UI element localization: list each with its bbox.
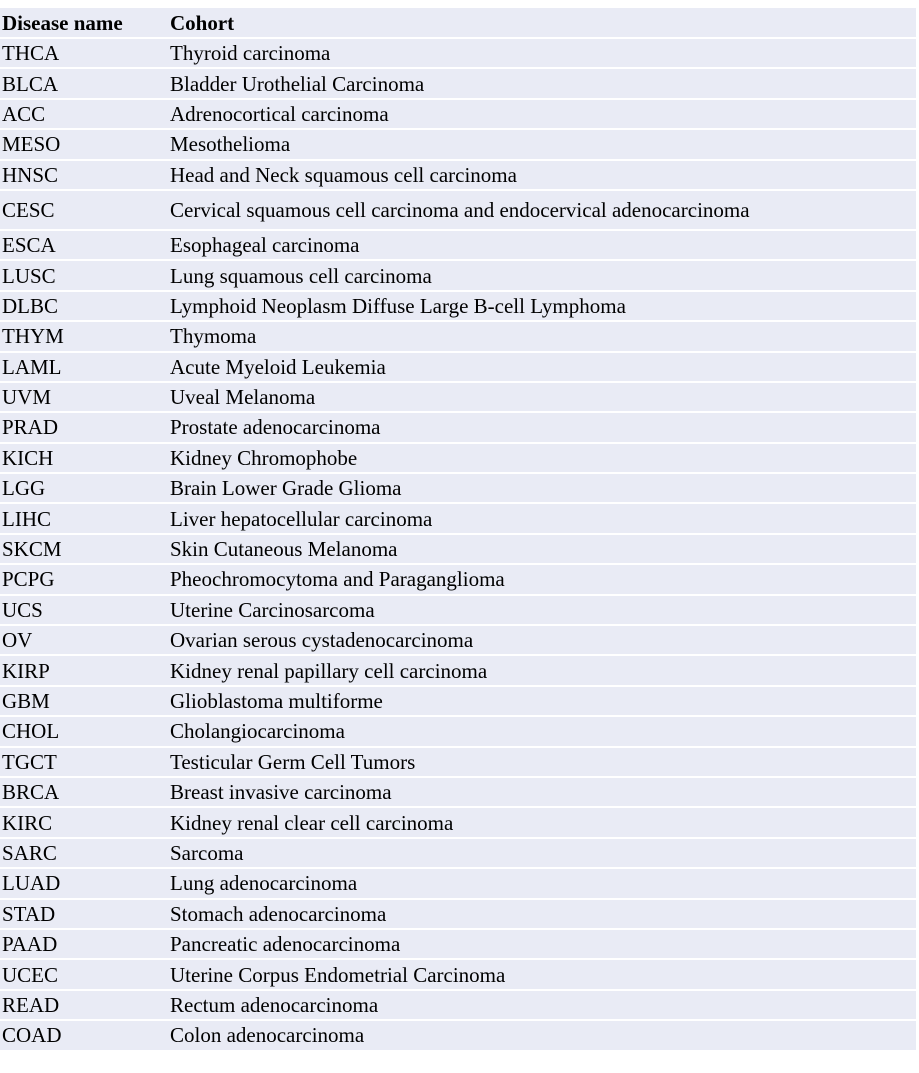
disease-code-cell: THYM [0, 322, 168, 352]
cohort-cell: Rectum adenocarcinoma [168, 991, 916, 1021]
cohort-cell: Testicular Germ Cell Tumors [168, 748, 916, 778]
disease-code-cell: ACC [0, 100, 168, 130]
cohort-cell: Uterine Carcinosarcoma [168, 596, 916, 626]
table-row [0, 991, 916, 1021]
cohort-cell: Mesothelioma [168, 130, 916, 160]
table-row [0, 130, 916, 160]
cohort-cell: Ovarian serous cystadenocarcinoma [168, 626, 916, 656]
table-row [0, 656, 916, 686]
cohort-cell: Breast invasive carcinoma [168, 778, 916, 808]
table-row [0, 261, 916, 291]
table-row [0, 687, 916, 717]
cohort-cell: Lymphoid Neoplasm Diffuse Large B-cell Lymphoma [168, 292, 916, 322]
cohort-cell: Pheochromocytoma and Paraganglioma [168, 565, 916, 595]
table-row [0, 504, 916, 534]
table-row [0, 839, 916, 869]
cohort-cell: Liver hepatocellular carcinoma [168, 504, 916, 534]
disease-code-cell: MESO [0, 130, 168, 160]
header-cohort: Cohort [168, 8, 916, 39]
cohort-cell: Esophageal carcinoma [168, 231, 916, 261]
disease-code-cell: HNSC [0, 161, 168, 191]
cohort-cell: Sarcoma [168, 839, 916, 869]
table-row [0, 960, 916, 990]
table-row [0, 39, 916, 69]
disease-code-cell: DLBC [0, 292, 168, 322]
cohort-cell: Prostate adenocarcinoma [168, 413, 916, 443]
disease-table-container [0, 8, 916, 1052]
table-row [0, 383, 916, 413]
cohort-cell: Stomach adenocarcinoma [168, 900, 916, 930]
table-row [0, 1021, 916, 1051]
table-row [0, 69, 916, 99]
disease-code-cell: LAML [0, 353, 168, 383]
disease-code-cell: STAD [0, 900, 168, 930]
disease-code-cell: LGG [0, 474, 168, 504]
cohort-cell: Acute Myeloid Leukemia [168, 353, 916, 383]
disease-code-cell: ESCA [0, 231, 168, 261]
table-row [0, 413, 916, 443]
disease-code-cell: KIRC [0, 808, 168, 838]
table-row [0, 869, 916, 899]
table-row [0, 535, 916, 565]
disease-code-cell: SARC [0, 839, 168, 869]
cohort-cell: Cholangiocarcinoma [168, 717, 916, 747]
table-row [0, 626, 916, 656]
disease-code-cell: PCPG [0, 565, 168, 595]
table-row [0, 353, 916, 383]
disease-code-cell: PRAD [0, 413, 168, 443]
cohort-cell: Uterine Corpus Endometrial Carcinoma [168, 960, 916, 990]
table-row [0, 100, 916, 130]
disease-code-cell: GBM [0, 687, 168, 717]
table-row [0, 900, 916, 930]
disease-code-cell: CESC [0, 191, 168, 231]
disease-code-cell: READ [0, 991, 168, 1021]
table-row [0, 322, 916, 352]
cohort-cell: Uveal Melanoma [168, 383, 916, 413]
disease-code-cell: LUAD [0, 869, 168, 899]
cohort-cell: Lung adenocarcinoma [168, 869, 916, 899]
cohort-cell: Thymoma [168, 322, 916, 352]
cohort-cell: Adrenocortical carcinoma [168, 100, 916, 130]
table-row [0, 930, 916, 960]
disease-code-cell: BRCA [0, 778, 168, 808]
cohort-cell: Kidney Chromophobe [168, 444, 916, 474]
table-row [0, 161, 916, 191]
disease-code-cell: THCA [0, 39, 168, 69]
cohort-cell: Brain Lower Grade Glioma [168, 474, 916, 504]
table-row [0, 292, 916, 322]
table-header-row [0, 8, 916, 39]
disease-code-cell: LUSC [0, 261, 168, 291]
cohort-cell: Bladder Urothelial Carcinoma [168, 69, 916, 99]
header-disease-name: Disease name [0, 8, 168, 39]
disease-code-cell: PAAD [0, 930, 168, 960]
table-row [0, 808, 916, 838]
disease-code-cell: UVM [0, 383, 168, 413]
cohort-cell: Kidney renal clear cell carcinoma [168, 808, 916, 838]
table-row [0, 778, 916, 808]
table-row [0, 717, 916, 747]
cohort-cell: Thyroid carcinoma [168, 39, 916, 69]
table-row [0, 748, 916, 778]
table-row [0, 565, 916, 595]
cohort-cell: Glioblastoma multiforme [168, 687, 916, 717]
table-row [0, 231, 916, 261]
disease-code-cell: BLCA [0, 69, 168, 99]
disease-code-cell: CHOL [0, 717, 168, 747]
disease-code-cell: UCEC [0, 960, 168, 990]
cohort-cell: Lung squamous cell carcinoma [168, 261, 916, 291]
disease-code-cell: COAD [0, 1021, 168, 1051]
table-row [0, 474, 916, 504]
table-row [0, 596, 916, 626]
table-row [0, 191, 916, 231]
disease-code-cell: SKCM [0, 535, 168, 565]
table-row [0, 444, 916, 474]
disease-code-cell: UCS [0, 596, 168, 626]
disease-code-cell: LIHC [0, 504, 168, 534]
cohort-cell: Cervical squamous cell carcinoma and endocervical adenocarcinoma [168, 191, 916, 231]
disease-code-cell: TGCT [0, 748, 168, 778]
cohort-cell: Colon adenocarcinoma [168, 1021, 916, 1051]
disease-cohort-table [0, 8, 916, 1052]
cohort-cell: Pancreatic adenocarcinoma [168, 930, 916, 960]
disease-code-cell: KIRP [0, 656, 168, 686]
disease-code-cell: OV [0, 626, 168, 656]
disease-code-cell: KICH [0, 444, 168, 474]
cohort-cell: Head and Neck squamous cell carcinoma [168, 161, 916, 191]
cohort-cell: Kidney renal papillary cell carcinoma [168, 656, 916, 686]
cohort-cell: Skin Cutaneous Melanoma [168, 535, 916, 565]
